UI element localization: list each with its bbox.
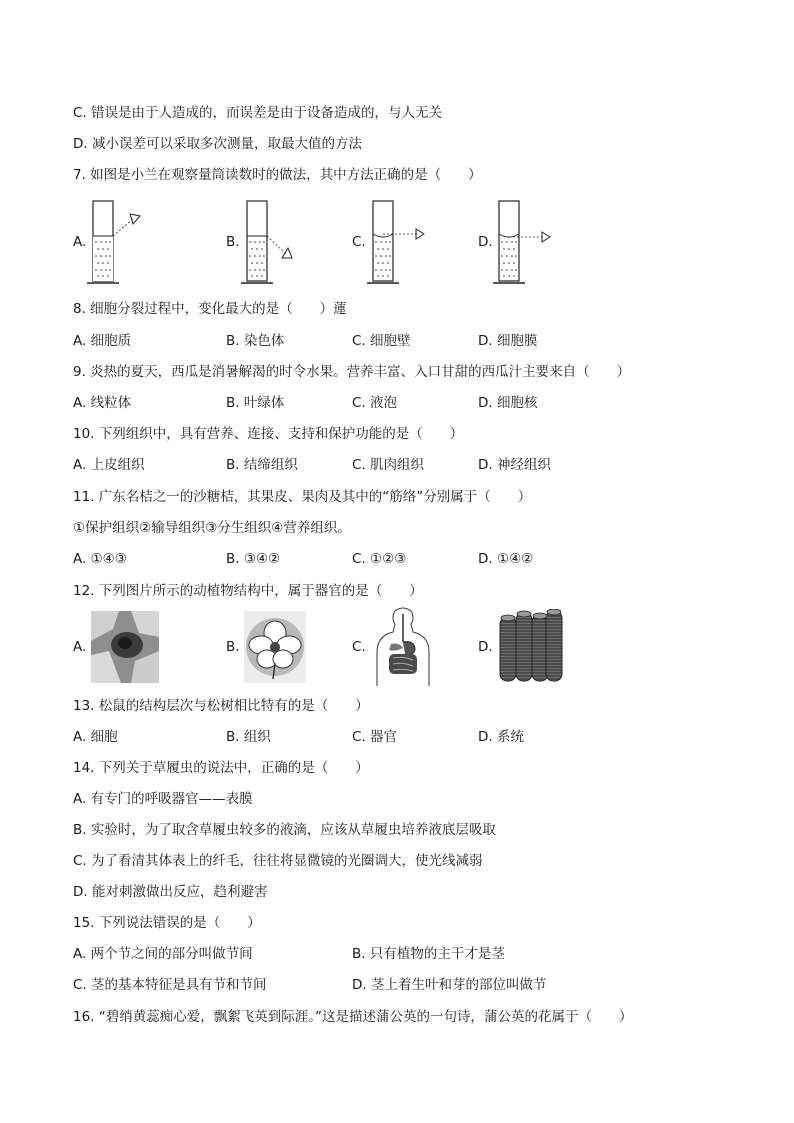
q13-option-b: B. 组织 bbox=[226, 729, 271, 745]
q9-option-c: C. 液泡 bbox=[352, 395, 398, 411]
q15-option-b: B. 只有植物的主干才是茎 bbox=[352, 946, 505, 962]
q7-figure-d-cylinder bbox=[492, 196, 562, 292]
q15-option-c: C. 茎的基本特征是具有节和节间 bbox=[73, 977, 267, 993]
question-8: 8. 细胞分裂过程中，变化最大的是（ ）蓮 bbox=[73, 301, 347, 317]
q15-option-a: A. 两个节之间的部分叫做节间 bbox=[73, 946, 253, 962]
question-10: 10. 下列组织中，具有营养、连接、支持和保护功能的是（ ） bbox=[73, 426, 464, 442]
q7-figure-b-cylinder bbox=[240, 196, 310, 292]
q9-option-b: B. 叶绿体 bbox=[226, 395, 285, 411]
q8-option-a: A. 细胞质 bbox=[73, 333, 132, 349]
question-11-choices: ①保护组织②输导组织③分生组织④营养组织。 bbox=[73, 520, 351, 536]
question-14: 14. 下列关于草履虫的说法中，正确的是（ ） bbox=[73, 760, 369, 776]
q13-option-d: D. 系统 bbox=[478, 729, 524, 745]
q12-option-b: B. bbox=[226, 639, 240, 655]
q13-option-c: C. 器官 bbox=[352, 729, 398, 745]
q12-option-a: A. bbox=[73, 639, 87, 655]
q7-option-c: C. bbox=[352, 234, 366, 250]
question-11: 11. 广东名桔之一的沙糖桔，其果皮、果肉及其中的“筋络”分别属于（ ） bbox=[73, 489, 532, 505]
q7-figure-c-cylinder bbox=[366, 196, 436, 292]
question-13: 13. 松鼠的结构层次与松树相比特有的是（ ） bbox=[73, 698, 369, 714]
q8-option-b: B. 染色体 bbox=[226, 333, 285, 349]
q12-figure-d-muscle-fibers bbox=[498, 609, 564, 685]
q14-option-a: A. 有专门的呼吸器官——表膜 bbox=[73, 791, 253, 807]
q7-option-b: B. bbox=[226, 234, 240, 250]
option-d-text: D. 减小误差可以采取多次测量，取最大值的方法 bbox=[73, 136, 362, 152]
q11-option-a: A. ①④③ bbox=[73, 551, 127, 567]
question-7: 7. 如图是小兰在观察量筒读数时的做法，其中方法正确的是（ ） bbox=[73, 167, 482, 183]
question-15: 15. 下列说法错误的是（ ） bbox=[73, 915, 261, 931]
q14-option-d: D. 能对刺激做出反应，趋利避害 bbox=[73, 884, 268, 900]
question-16: 16. “碧绡黄蕊痴心爱，飘絮飞英到际涯。”这是描述蒲公英的一句诗，蒲公英的花属于（ ） bbox=[73, 1009, 633, 1025]
question-12: 12. 下列图片所示的动植物结构中，属于器官的是（ ） bbox=[73, 583, 423, 599]
q11-option-b: B. ③④② bbox=[226, 551, 281, 567]
q8-option-c: C. 细胞壁 bbox=[352, 333, 411, 349]
q10-option-d: D. 神经组织 bbox=[478, 457, 551, 473]
q9-option-a: A. 线粒体 bbox=[73, 395, 132, 411]
q11-option-d: D. ①④② bbox=[478, 551, 534, 567]
q12-figure-c-digestive-system bbox=[367, 606, 439, 686]
q12-option-d: D. bbox=[478, 639, 493, 655]
q8-option-d: D. 细胞膜 bbox=[478, 333, 538, 349]
q7-option-a: A. bbox=[73, 234, 87, 250]
q15-option-d: D. 茎上着生叶和芽的部位叫做节 bbox=[352, 977, 547, 993]
q10-option-c: C. 肌肉组织 bbox=[352, 457, 425, 473]
q13-option-a: A. 细胞 bbox=[73, 729, 118, 745]
q7-option-d: D. bbox=[478, 234, 493, 250]
q14-option-c: C. 为了看清其体表上的纤毛，往往将显微镜的光圈调大，使光线减弱 bbox=[73, 853, 483, 869]
q11-option-c: C. ①②③ bbox=[352, 551, 407, 567]
q12-figure-b-flower-image bbox=[244, 611, 306, 683]
q12-option-c: C. bbox=[352, 639, 366, 655]
q14-option-b: B. 实验时，为了取含草履虫较多的液滴，应该从草履虫培养液底层吸取 bbox=[73, 822, 496, 838]
q7-figure-a-cylinder bbox=[86, 196, 156, 292]
q10-option-b: B. 结缔组织 bbox=[226, 457, 298, 473]
q12-figure-a-cell-image bbox=[91, 611, 159, 683]
q9-option-d: D. 细胞核 bbox=[478, 395, 538, 411]
option-c-text: C. 错误是由于人造成的，而误差是由于设备造成的，与人无关 bbox=[73, 105, 443, 121]
question-9: 9. 炎热的夏天，西瓜是消暑解渴的时令水果。营养丰富、入口甘甜的西瓜汁主要来自（ ） bbox=[73, 364, 631, 380]
q10-option-a: A. 上皮组织 bbox=[73, 457, 145, 473]
